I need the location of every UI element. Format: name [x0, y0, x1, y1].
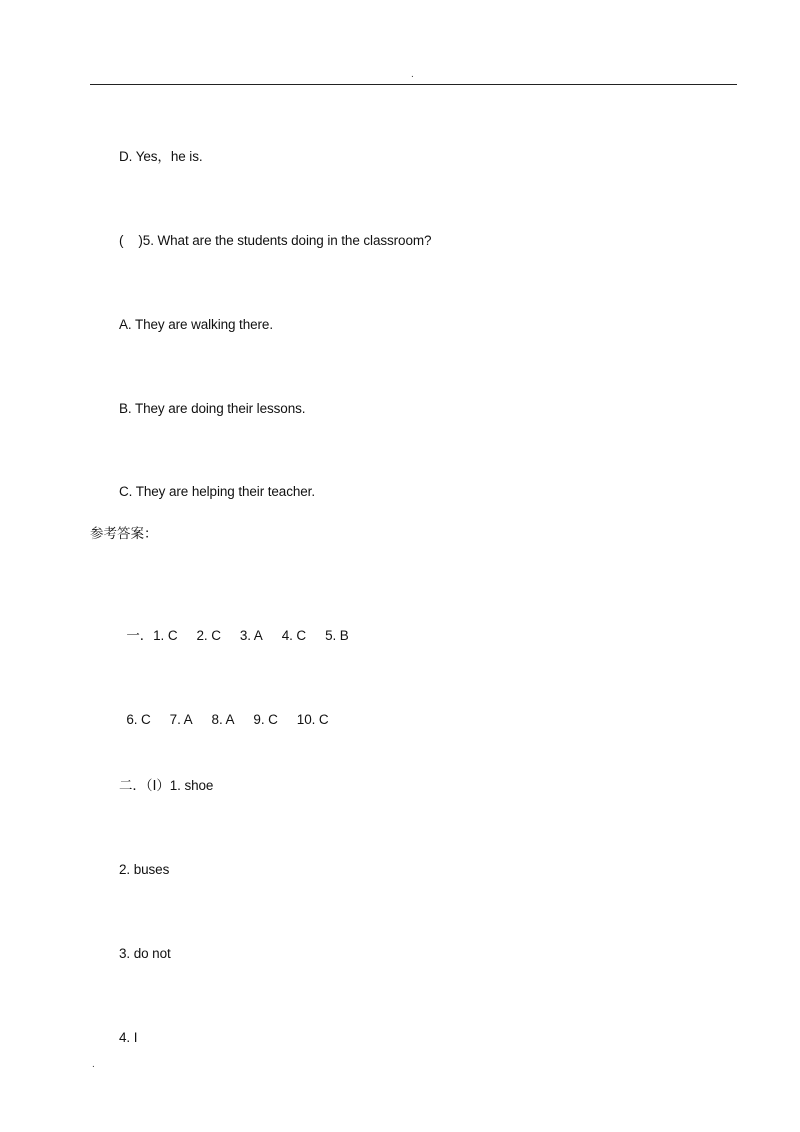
header-rule — [90, 84, 737, 85]
answer-key-heading: 参考答案： — [90, 526, 158, 542]
footer-dot: . — [92, 1059, 95, 1070]
answer-item: 10. C — [296, 712, 329, 727]
answer-row-1 — [119, 609, 349, 645]
answer-row-2 — [119, 693, 329, 729]
q5-stem — [119, 232, 431, 250]
answer-section1-prefix: 一．1. C — [126, 628, 178, 643]
q5-option-b: B. They are doing their lessons. — [119, 401, 306, 416]
answer-item: 5. B — [325, 628, 349, 643]
answer-item: 8. A — [211, 712, 235, 727]
answer-section2-item: 4. I — [119, 1030, 138, 1045]
answer-item: 3. A — [239, 628, 263, 643]
q4-option-d: D. Yes，he is. — [119, 149, 203, 164]
answer-item: 4. C — [281, 628, 307, 643]
answer-item: 7. A — [169, 712, 193, 727]
q5-answer-paren: ( — [119, 233, 124, 248]
q5-question-text: )5. What are the students doing in the classroom? — [138, 233, 432, 248]
answer-section2-heading: 二．（Ⅰ）1. shoe — [119, 778, 214, 793]
answer-section2-item: 2. buses — [119, 862, 170, 877]
answer-section2-item: 3. do not — [119, 946, 171, 961]
answer-item: 2. C — [196, 628, 221, 643]
q5-option-c: C. They are helping their teacher. — [119, 484, 315, 499]
q5-option-a: A. They are walking there. — [119, 317, 273, 332]
answer-item: 6. C — [126, 712, 151, 727]
header-dot: . — [411, 69, 414, 80]
answer-item: 9. C — [253, 712, 278, 727]
